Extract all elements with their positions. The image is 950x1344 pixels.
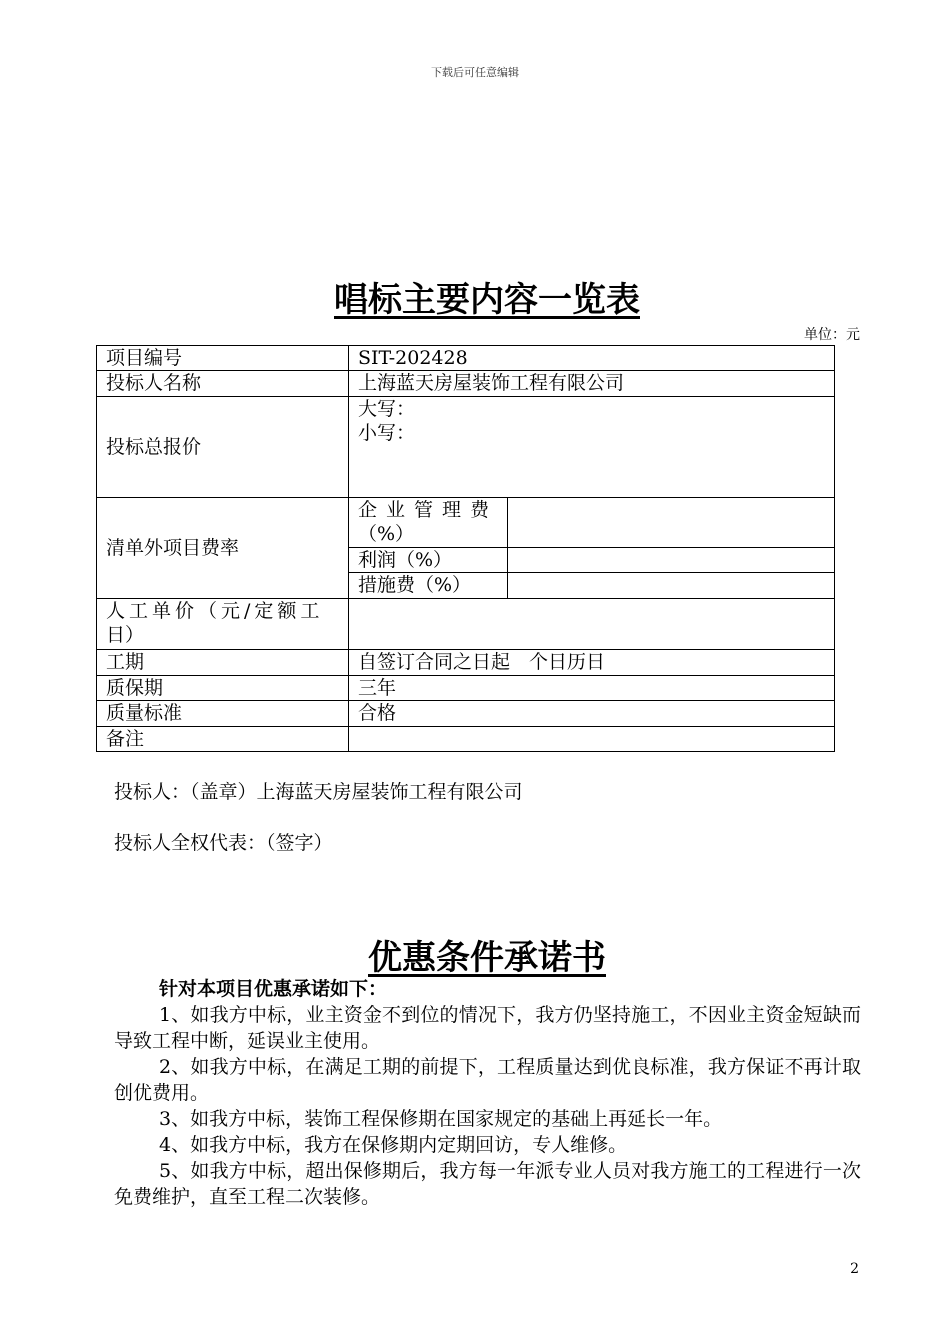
- total-price-label: 投标总报价: [97, 397, 349, 498]
- mgmt-fee-label-cell: [349, 498, 508, 548]
- table-row: [97, 397, 835, 498]
- commitment-item: 4、如我方中标，我方在保修期内定期回访，专人维修。: [159, 1134, 628, 1156]
- project-no-value: SIT-202428: [349, 346, 835, 371]
- profit-value: [508, 548, 835, 573]
- commitment-item: 5、如我方中标，超出保修期后，我方每一年派专业人员对我方施工的工程进行一次免费维护，直至工程二次装修。: [114, 1160, 861, 1208]
- total-price-upper: 大写：: [358, 398, 416, 420]
- measure-fee-label: 措施费（%）: [349, 573, 508, 599]
- header-note: 下载后可任意编辑: [431, 66, 519, 79]
- table-row: [97, 498, 835, 548]
- table-row: [97, 650, 835, 676]
- total-price-lower: 小写：: [358, 422, 416, 444]
- labor-price-label-cell: [97, 599, 349, 650]
- commitment-item: 2、如我方中标，在满足工期的前提下，工程质量达到优良标准，我方保证不再计取创优费用。: [114, 1056, 861, 1104]
- mgmt-fee-label: 企业管理费: [358, 499, 499, 521]
- duration-label: 工期: [97, 650, 349, 676]
- labor-price-value: [349, 599, 835, 650]
- bid-summary-table: [96, 345, 835, 752]
- fee-rate-label: 清单外项目费率: [97, 498, 349, 599]
- table-row: [97, 676, 835, 701]
- mgmt-fee-value: [508, 498, 835, 548]
- labor-price-label-cont: 日）: [106, 624, 145, 646]
- commitment-title: 优惠条件承诺书: [368, 938, 606, 978]
- table-row: [97, 371, 835, 397]
- mgmt-fee-unit: （%）: [358, 523, 415, 545]
- commitment-body: [114, 976, 861, 1210]
- page-number: 2: [850, 1261, 859, 1277]
- remark-label: 备注: [97, 727, 349, 752]
- commitment-intro: 针对本项目优惠承诺如下：: [159, 978, 388, 1000]
- remark-value: [349, 727, 835, 752]
- quality-value: 合格: [349, 701, 835, 727]
- labor-price-label: 人工单价（元/定额工: [106, 600, 324, 622]
- bidder-name-label: 投标人名称: [97, 371, 349, 397]
- table-row: [97, 727, 835, 752]
- unit-label: 单位：元: [804, 327, 860, 343]
- table-row: [97, 599, 835, 650]
- representative-signature-line: 投标人全权代表：（签字）: [114, 832, 333, 854]
- bidder-seal-line: 投标人：（盖章）上海蓝天房屋装饰工程有限公司: [114, 781, 523, 803]
- commitment-item: 1、如我方中标，业主资金不到位的情况下，我方仍坚持施工，不因业主资金短缺而导致工程中断，延误业主使用。: [114, 1004, 861, 1052]
- table-row: [97, 346, 835, 371]
- duration-value: 自签订合同之日起 个日历日: [349, 650, 835, 676]
- warranty-value: 三年: [349, 676, 835, 701]
- commitment-item: 3、如我方中标，装饰工程保修期在国家规定的基础上再延长一年。: [159, 1108, 723, 1130]
- measure-fee-value: [508, 573, 835, 599]
- project-no-label: 项目编号: [97, 346, 349, 371]
- total-price-cell: [349, 397, 835, 498]
- table-row: [97, 701, 835, 727]
- profit-label: 利润（%）: [349, 548, 508, 573]
- page-title: 唱标主要内容一览表: [334, 280, 640, 320]
- quality-label: 质量标准: [97, 701, 349, 727]
- bidder-name-value: 上海蓝天房屋装饰工程有限公司: [349, 371, 835, 397]
- warranty-label: 质保期: [97, 676, 349, 701]
